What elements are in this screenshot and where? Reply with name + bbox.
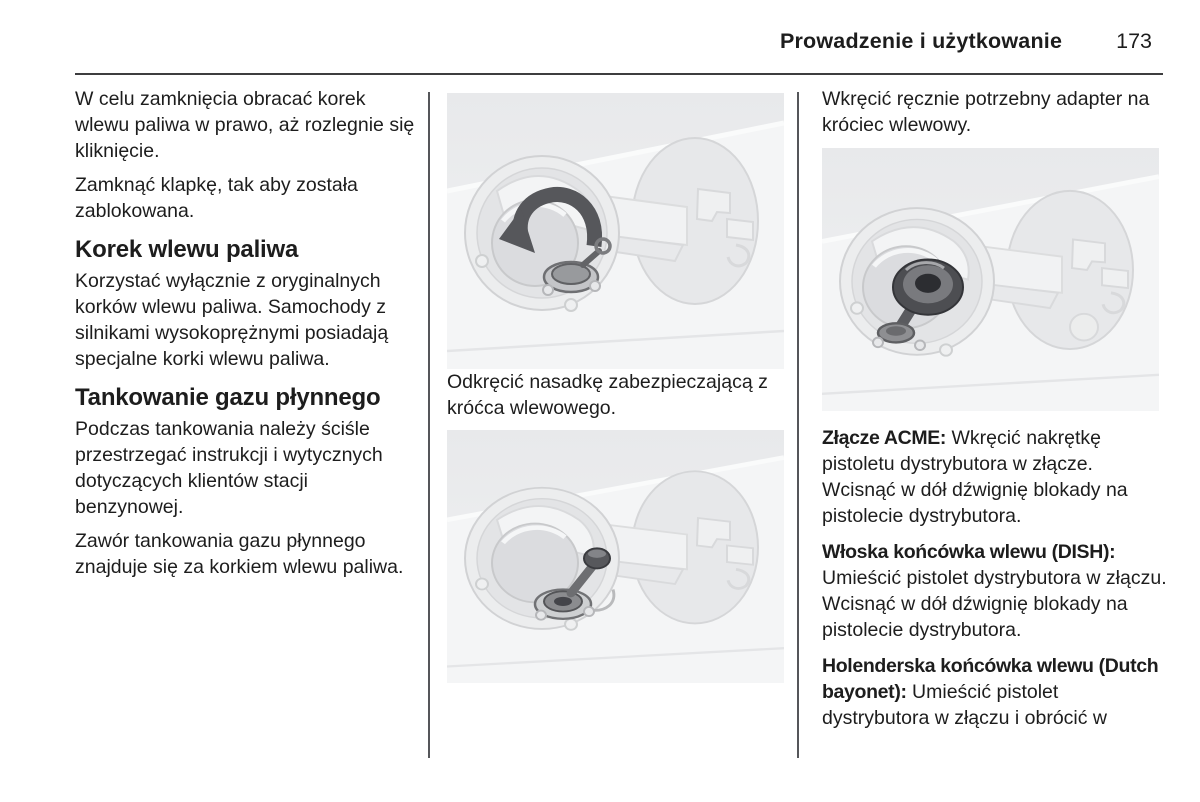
chapter-title: Prowadzenie i użytkowanie bbox=[779, 29, 1063, 53]
section-heading-lpg: Tankowanie gazu płynnego bbox=[75, 384, 381, 411]
item-dish-label: Włoska końcówka wlewu (DISH): bbox=[822, 541, 1116, 563]
column-divider-left bbox=[428, 92, 430, 758]
paragraph-close-flap: Zamknąć klapkę, tak aby została zablokowana. bbox=[75, 174, 358, 222]
paragraph-lpg-rules: Podczas tankowania należy ściśle przestrzegać instrukcji i wytycznych dotyczących klientów stacji benzynowej. bbox=[75, 418, 383, 518]
fuel-filler-illustration bbox=[822, 148, 1159, 411]
right-column bbox=[822, 86, 1167, 741]
fuel-filler-illustration bbox=[447, 93, 784, 369]
item-acme bbox=[822, 425, 1167, 529]
item-acme-text: Wkręcić nakrętkę pistoletu dystrybutora w złącze. Wcisnąć w dół dźwignię blokady na pistolecie dystrybutora. bbox=[822, 427, 1128, 527]
fuel-filler-illustration bbox=[447, 430, 784, 683]
item-acme-label: Złącze ACME: bbox=[822, 427, 947, 449]
page-header bbox=[75, 29, 1152, 54]
figure-adapter-installed bbox=[822, 148, 1159, 411]
item-dutch-bayonet-label: Holenderska końcówka wlewu (Dutch bayonet): bbox=[822, 655, 1159, 703]
paragraph-fuel-cap-body: Korzystać wyłącznie z oryginalnych korków wlewu paliwa. Samochody z silnikami wysokoprężnymi posiadają specjalne korki wlewu paliwa. bbox=[75, 270, 389, 370]
paragraph-lpg-valve: Zawór tankowania gazu płynnego znajduje się za korkiem wlewu paliwa. bbox=[75, 530, 404, 578]
figure-caption: Odkręcić nasadkę zabezpieczającą z króćca wlewowego. bbox=[447, 371, 768, 419]
paragraph-close-cap: W celu zamknięcia obracać korek wlewu paliwa w prawo, aż rozlegnie się kliknięcie. bbox=[75, 88, 415, 162]
middle-column bbox=[447, 93, 784, 683]
item-dutch-bayonet-text: Umieścić pistolet dystrybutora w złączu i obrócić w bbox=[822, 681, 1108, 729]
page-number: 173 bbox=[1116, 29, 1152, 53]
figure-unscrew-protective-cap bbox=[447, 93, 784, 369]
section-heading-fuel-cap: Korek wlewu paliwa bbox=[75, 236, 299, 263]
paragraph-adapter-intro: Wkręcić ręcznie potrzebny adapter na króciec wlewowy. bbox=[822, 88, 1150, 136]
item-dish-text: Umieścić pistolet dystrybutora w złączu. Wcisnąć w dół dźwignię blokady na pistolecie dystrybutora. bbox=[822, 567, 1167, 641]
left-column bbox=[75, 86, 421, 588]
figure-filler-neck-open bbox=[447, 430, 784, 683]
column-divider-right bbox=[797, 92, 799, 758]
item-dish bbox=[822, 539, 1167, 643]
item-dutch-bayonet bbox=[822, 653, 1167, 731]
adapter-instructions bbox=[822, 425, 1167, 731]
header-rule bbox=[75, 73, 1163, 75]
